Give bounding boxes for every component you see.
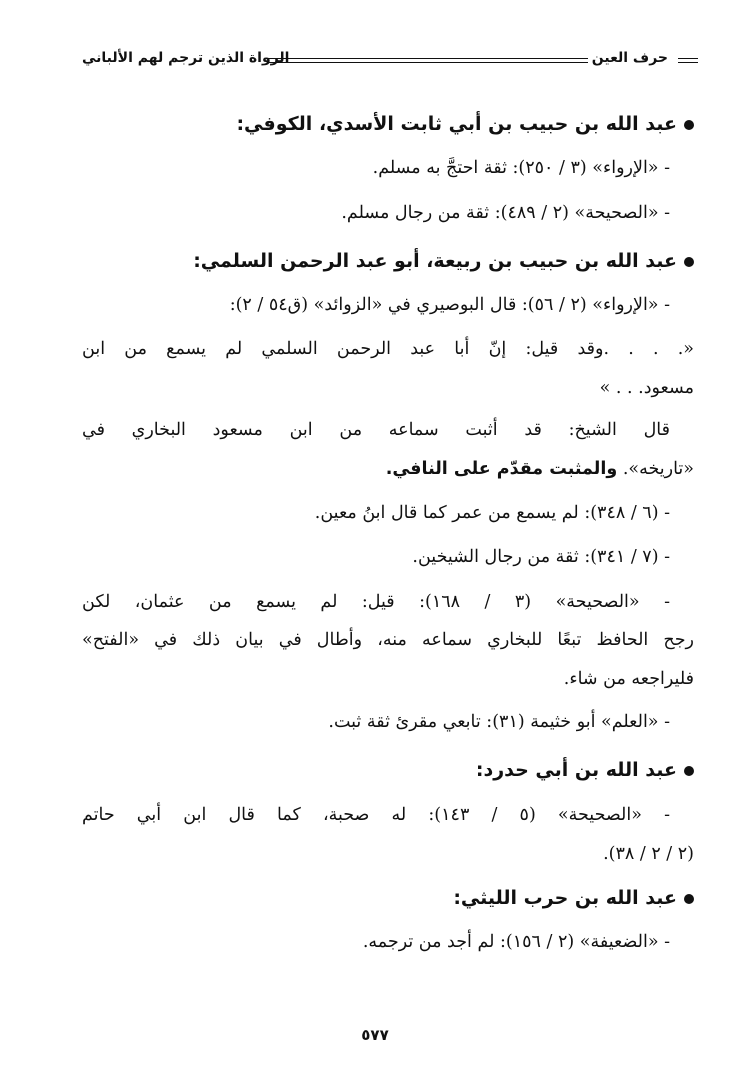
quote-line: مسعود. . . » [599, 378, 694, 398]
citation-line: - «الإرواء» (٢ / ٥٦): قال البوصيري في «الزوائد» (ق٥٤ / ٢): [229, 295, 670, 315]
book-title: الرواة الذين ترجم لهم الألباني [82, 50, 290, 66]
citation-line: فليراجعه من شاء. [563, 669, 694, 689]
page-number: ٥٧٧ [361, 1026, 389, 1044]
citation-line: - «العلم» أبو خثيمة (٣١): تابعي مقرئ ثقة ثبت. [328, 712, 670, 732]
citation-line: - «الصحيحة» (٣ / ١٦٨): قيل: لم يسمع من عثمان، لكن [82, 592, 670, 612]
entry-heading: عبد الله بن حرب الليثي: [82, 887, 694, 909]
citation-line: - «الإرواء» (٣ / ٢٥٠): ثقة احتجَّ به مسلم. [372, 158, 670, 178]
header-rule [268, 58, 588, 63]
bullet-icon [684, 894, 694, 904]
citation-line: رجح الحافظ تبعًا للبخاري سماعه منه، وأطال في بيان ذلك في «الفتح» [82, 630, 694, 650]
entry-heading: عبد الله بن حبيب بن ربيعة، أبو عبد الرحمن السلمي: [82, 250, 694, 272]
bullet-icon [684, 766, 694, 776]
bullet-icon [684, 120, 694, 130]
commentary-line: «تاريخه». والمثبت مقدّم على النافي. [385, 459, 694, 479]
citation-line: - «الضعيفة» (٢ / ١٥٦): لم أجد من ترجمه. [362, 932, 670, 952]
entry-heading: عبد الله بن حبيب بن أبي ثابت الأسدي، الكوفي: [82, 113, 694, 135]
bold-conclusion: والمثبت مقدّم على النافي. [385, 459, 618, 479]
chapter-title: حرف العين [591, 50, 668, 66]
running-header [82, 50, 698, 74]
citation-line: - «الصحيحة» (٢ / ٤٨٩): ثقة من رجال مسلم. [341, 203, 670, 223]
quote-line: «. . . .وقد قيل: إنّ أبا عبد الرحمن السلمي لم يسمع من ابن [82, 339, 694, 359]
citation-line: - «الصحيحة» (٥ / ١٤٣): له صحبة، كما قال ابن أبي حاتم [82, 805, 671, 825]
citation-line: (٢ / ٢ / ٣٨). [603, 844, 694, 864]
citation-line: - (٧ / ٣٤١): ثقة من رجال الشيخين. [412, 547, 670, 567]
commentary-line: قال الشيخ: قد أثبت سماعه من ابن مسعود البخاري في [82, 420, 670, 440]
header-ornament [678, 58, 698, 63]
entry-heading: عبد الله بن أبي حدرد: [82, 759, 694, 781]
citation-line: - (٦ / ٣٤٨): لم يسمع من عمر كما قال ابنُ معين. [314, 503, 670, 523]
bullet-icon [684, 257, 694, 267]
